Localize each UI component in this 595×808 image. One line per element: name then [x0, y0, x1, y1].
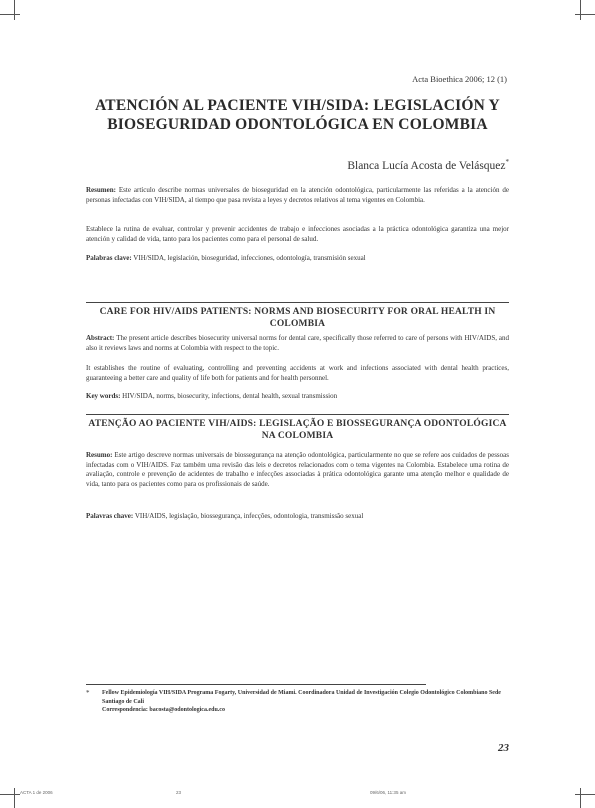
slug-left: ACTA 1 de 2006 [20, 790, 53, 795]
footnote [86, 689, 509, 715]
key-words-label: Key words: [86, 392, 121, 400]
crop-mark [575, 14, 595, 15]
footnote-correspondence: Correspondencia: bacosta@odontologica.edu.co [102, 707, 225, 713]
resumen-label: Resumen: [86, 186, 116, 194]
palabras-clave-label: Palabras clave: [86, 254, 132, 262]
slug-right: 09/6/06, 11:35 am [370, 790, 406, 795]
journal-reference: Acta Bioethica 2006; 12 (1) [412, 74, 507, 84]
crop-mark [580, 788, 581, 808]
slug-middle: 23 [176, 790, 182, 795]
key-words [86, 392, 509, 402]
resumen-paragraph-2: Establece la rutina de evaluar, controlar y prevenir accidentes de trabajo e infecciones asociadas a la práctica odontológica garantiza una mejor atención y calidad de vida, tanto para los pacientes como para el personal de salud. [86, 225, 509, 243]
crop-mark [0, 14, 20, 15]
resumo-label: Resumo: [86, 451, 113, 459]
palavras-chave-text: VIH/AIDS, legislação, biossegurança, infecções, odontologia, transmissão sexual [133, 512, 364, 520]
abstract-text: The present article describes biosecurity universal norms for dental care, specifically those referred to care of persons with HIV/AIDS, and also it reviews laws and norms at Colombia with respect to the topic. [86, 334, 509, 352]
palavras-chave [86, 512, 509, 522]
key-words-text: HIV/SIDA, norms, biosecurity, infections, dental health, sexual transmission [120, 392, 338, 400]
resumo-text: Este artigo descreve normas universais de biossegurança na atenção odontológica, particularmente no que se refere aos cuidados de pessoas infectadas com o VIH/AIDS. Faz também uma revisão das leis e decretos relacionados com o tema vigentes na Colombia. Estabelece uma rotina de avaliação, controle e prevenção de acidentes de trabalho e infecções associadas à prática odontológica garante uma atenção melhor e qualidade de vida, tanto para os pacientes como para os profissionais de saúde. [86, 451, 509, 488]
abstract-paragraph-2: It establishes the routine of evaluating, controlling and preventing accidents at work and infections associated with dental health practices, guaranteeing a better care and quality of life both for patients and for health personnel. [86, 364, 509, 382]
author-line [347, 158, 509, 172]
footnote-rule [86, 684, 426, 685]
resumen-paragraph [86, 186, 509, 205]
palabras-clave [86, 254, 509, 264]
section-rule [86, 414, 509, 415]
portuguese-section-title: ATENÇÃO AO PACIENTE VIH/AIDS: LEGISLAÇÃO E BIOSSEGURANÇA ODONTOLÓGICA NA COLOMBIA [88, 419, 507, 441]
crop-mark [14, 788, 15, 808]
abstract-paragraph [86, 334, 509, 353]
crop-mark [575, 794, 595, 795]
author-footnote-mark: * [505, 158, 509, 166]
crop-mark [580, 0, 581, 20]
palavras-chave-label: Palavras chave: [86, 512, 134, 520]
crop-mark [0, 794, 20, 795]
section-rule [86, 302, 509, 303]
abstract-label: Abstract: [86, 334, 115, 342]
palabras-clave-text: VIH/SIDA, legislación, bioseguridad, infecciones, odontología, transmisión sexual [131, 254, 366, 262]
resumo-paragraph [86, 451, 509, 489]
author-name: Blanca Lucía Acosta de Velásquez [347, 159, 506, 172]
resumen-text: Este artículo describe normas universales de bioseguridad en la atención odontológica, particularmente las referidas a la atención de personas infectadas con VIH/SIDA, al tiempo que pasa revista a leyes y decretos relativos al tema vigentes en Colombia. [86, 186, 509, 204]
page-number: 23 [498, 742, 509, 754]
crop-mark [14, 0, 15, 20]
article-title: ATENCIÓN AL PACIENTE VIH/SIDA: LEGISLACIÓN Y BIOSEGURIDAD ODONTOLÓGICA EN COLOMBIA [95, 97, 500, 133]
english-section-title: CARE FOR HIV/AIDS PATIENTS: NORMS AND BIOSECURITY FOR ORAL HEALTH IN COLOMBIA [99, 307, 496, 329]
footnote-affiliation: Fellow Epidemiología VIH/SIDA Programa Fogarty, Universidad de Miami. Coordinadora Unidad de Investigación Colegio Odontológico Colombiano Sede Santiago de Cali [102, 690, 501, 705]
footnote-mark: * [86, 689, 90, 697]
